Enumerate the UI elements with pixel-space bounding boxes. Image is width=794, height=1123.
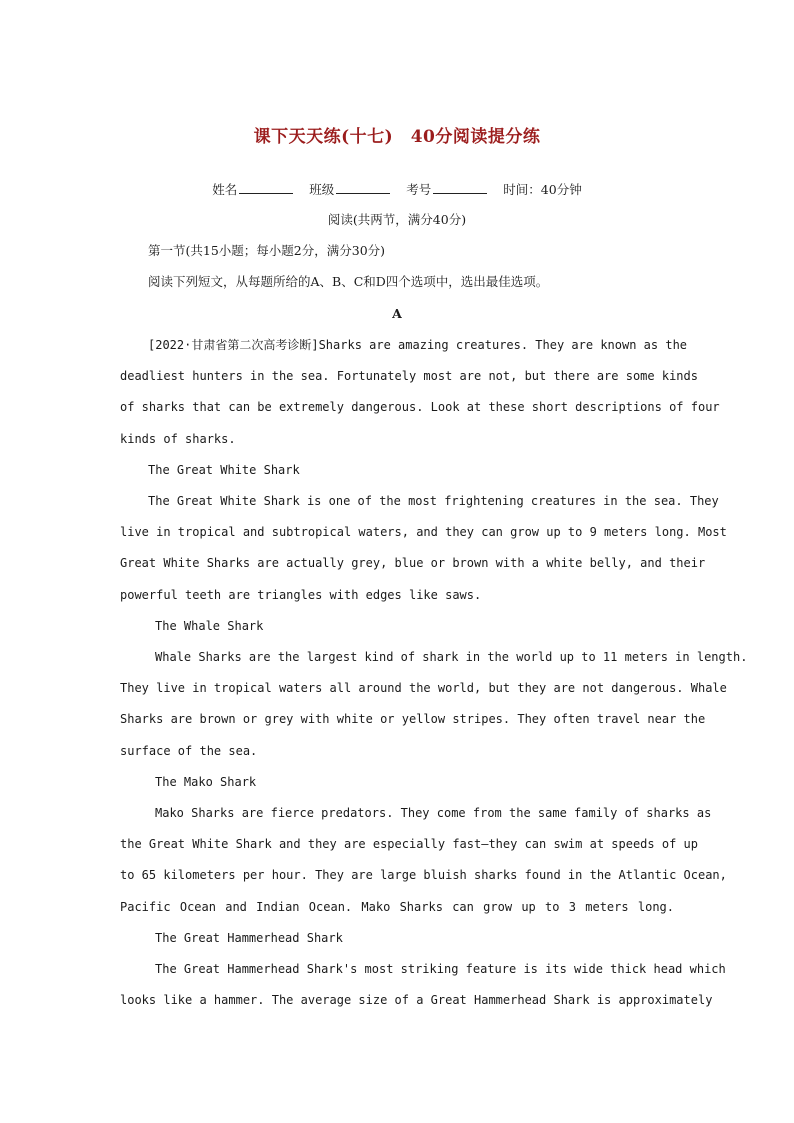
passage-line: looks like a hammer. The average size of a Great Hammerhead Shark is approximately <box>120 993 713 1007</box>
class-blank <box>336 181 390 194</box>
passage-line: deadliest hunters in the sea. Fortunately most are not, but there are some kinds <box>120 369 698 383</box>
section-heading: The Great Hammerhead Shark <box>155 931 343 945</box>
passage-line: Mako Sharks are fierce predators. They come from the same family of sharks as <box>155 806 712 820</box>
student-info-row <box>0 181 794 198</box>
exam-number-blank <box>433 181 487 194</box>
instruction-text: 阅读下列短文，从每题所给的A、B、C和D四个选项中，选出最佳选项。 <box>148 274 549 289</box>
section-heading: The Great White Shark <box>148 463 300 477</box>
passage-line: the Great White Shark and they are especially fast—they can swim at speeds of up <box>120 837 698 851</box>
name-label: 姓名 <box>212 182 238 197</box>
passage-line: [2022·甘肃省第二次高考诊断]Sharks are amazing creatures. They are known as the <box>148 338 688 352</box>
section-title: 阅读(共两节，满分40分) <box>327 212 467 227</box>
passage-line: live in tropical and subtropical waters, and they can grow up to 9 meters long. Most <box>120 525 727 539</box>
passage-line: Whale Sharks are the largest kind of shark in the world up to 11 meters in length. <box>155 650 748 664</box>
passage-line: Great White Sharks are actually grey, blue or brown with a white belly, and their <box>120 556 706 570</box>
section-heading: The Whale Shark <box>155 619 264 633</box>
class-label: 班级 <box>309 182 335 197</box>
time-label: 时间：40分钟 <box>503 182 582 197</box>
passage-line: of sharks that can be extremely dangerous. Look at these short descriptions of four <box>120 400 720 414</box>
part-title: 第一节(共15小题；每小题2分，满分30分) <box>148 243 386 258</box>
passage-line: powerful teeth are triangles with edges like saws. <box>120 588 482 602</box>
section-heading: The Mako Shark <box>155 775 257 789</box>
passage-line: kinds of sharks. <box>120 432 236 446</box>
passage-line: surface of the sea. <box>120 744 258 758</box>
passage-line: Sharks are brown or grey with white or yellow stripes. They often travel near the <box>120 712 706 726</box>
passage-line: Pacific Ocean and Indian Ocean. Mako Sharks can grow up to 3 meters long. <box>120 900 674 914</box>
name-blank <box>239 181 293 194</box>
exam-number-label: 考号 <box>406 182 432 197</box>
passage-line: to 65 kilometers per hour. They are large bluish sharks found in the Atlantic Ocean, <box>120 868 727 882</box>
passage-line: The Great Hammerhead Shark's most striking feature is its wide thick head which <box>155 962 726 976</box>
passage-line: They live in tropical waters all around the world, but they are not dangerous. Whale <box>120 681 727 695</box>
page-title: 课下天天练(十七) 40分阅读提分练 <box>253 127 541 147</box>
passage-line: The Great White Shark is one of the most frightening creatures in the sea. They <box>148 494 719 508</box>
passage-letter: A <box>392 306 402 321</box>
